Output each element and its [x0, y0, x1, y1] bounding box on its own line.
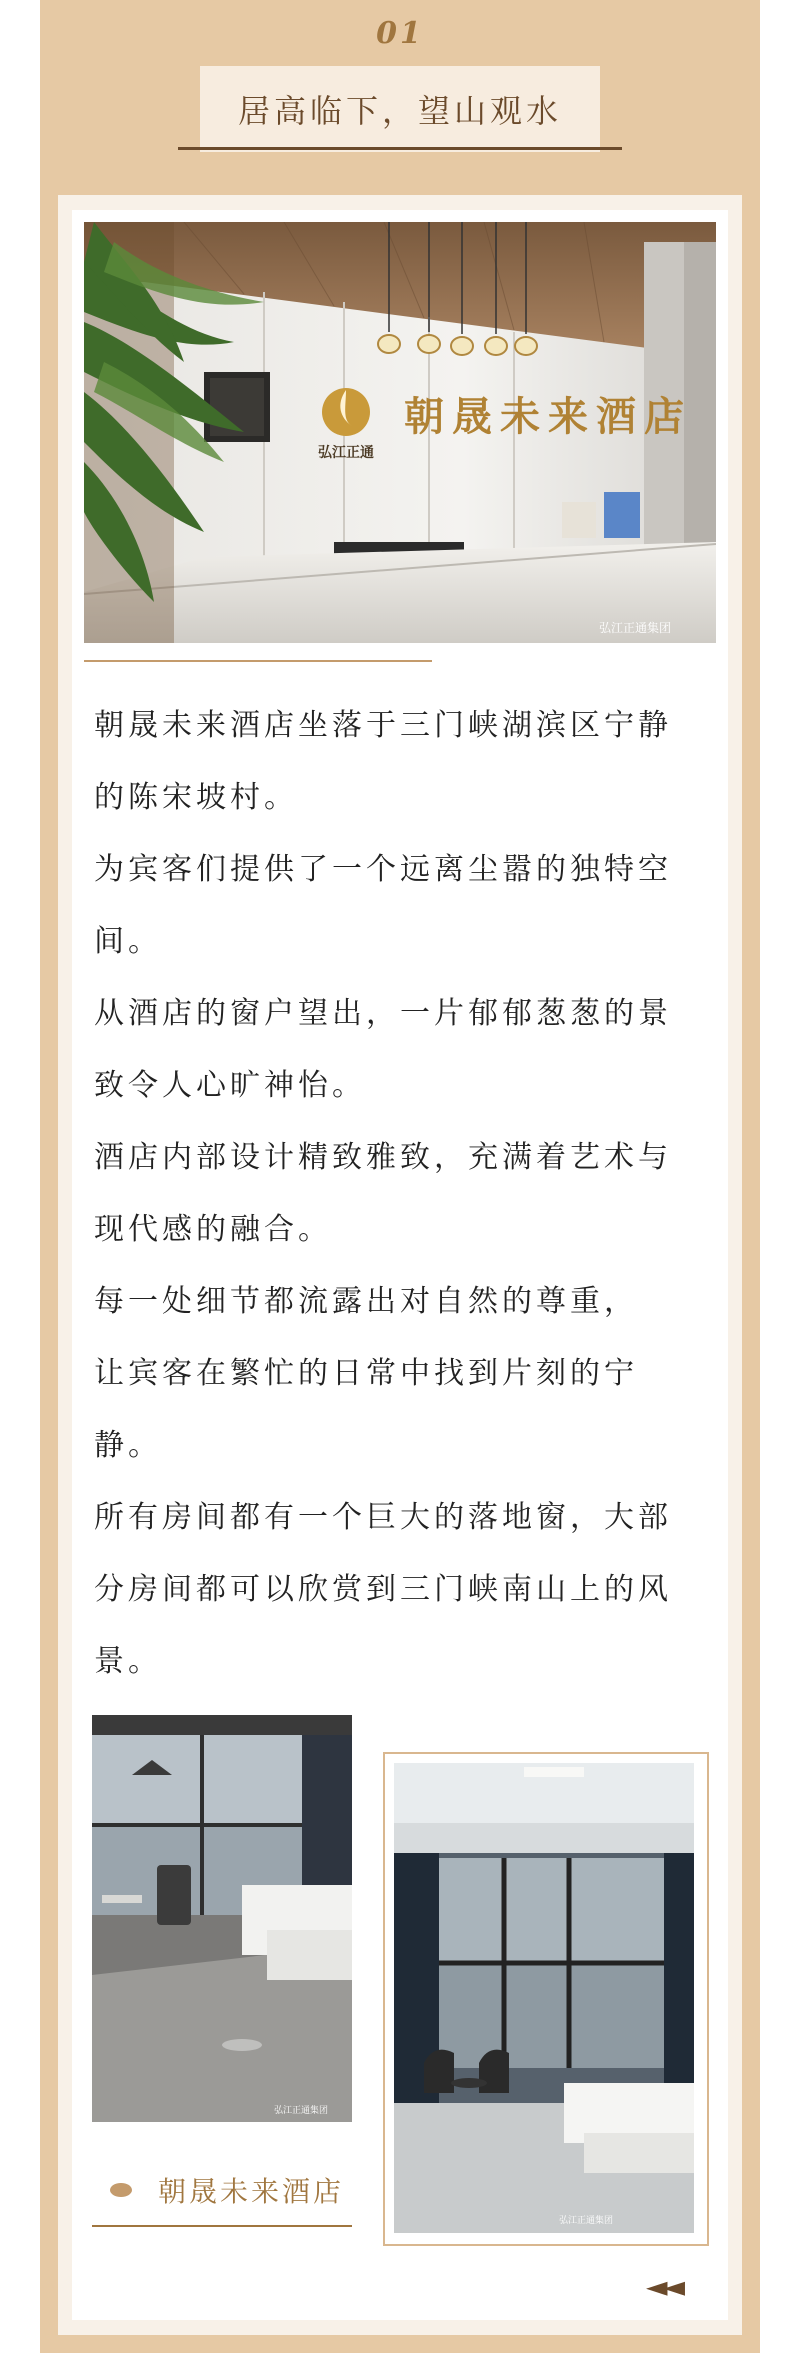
- description-text: [94, 690, 704, 1698]
- paragraph-3: 从酒店的窗户望出，一片郁郁葱葱的景致令人心旷神怡。: [94, 996, 672, 1103]
- paragraph-6: 让宾客在繁忙的日常中找到片刻的宁静。: [94, 1356, 638, 1463]
- room-photo-2: [394, 1763, 694, 2233]
- lobby-photo: [84, 222, 716, 643]
- room2-watermark: 弘江正通集团: [559, 2216, 614, 2226]
- hotel-caption: [110, 2168, 344, 2212]
- section-number: 01: [376, 16, 424, 51]
- caption-dot-icon: [110, 2183, 132, 2197]
- paragraph-4: 酒店内部设计精致雅致，充满着艺术与现代感的融合。: [94, 1140, 672, 1247]
- lobby-watermark: 弘江正通集团: [599, 621, 672, 635]
- paragraph-2: 为宾客们提供了一个远离尘嚣的独特空间。: [94, 852, 672, 959]
- paragraph-1: 朝晟未来酒店坐落于三门峡湖滨区宁静的陈宋坡村。: [94, 708, 672, 815]
- paragraph-5: 每一处细节都流露出对自然的尊重，: [94, 1284, 638, 1319]
- room1-watermark: 弘江正通集团: [274, 2106, 329, 2116]
- paragraph-7: 所有房间都有一个巨大的落地窗，大部分房间都可以欣赏到三门峡南山上的风景。: [94, 1500, 672, 1679]
- back-arrows-icon[interactable]: ◄◄: [646, 2270, 682, 2303]
- section-title: 居高临下，望山观水: [200, 66, 600, 152]
- photo-divider: [84, 660, 432, 662]
- lobby-sign-text: 朝晟未来酒店: [404, 393, 692, 440]
- title-underline: [178, 147, 622, 150]
- caption-text: 朝晟未来酒店: [158, 2175, 345, 2208]
- caption-underline: [92, 2225, 352, 2227]
- lobby-logo-text: 弘江正通: [318, 445, 374, 461]
- room-photo-1: [92, 1715, 352, 2122]
